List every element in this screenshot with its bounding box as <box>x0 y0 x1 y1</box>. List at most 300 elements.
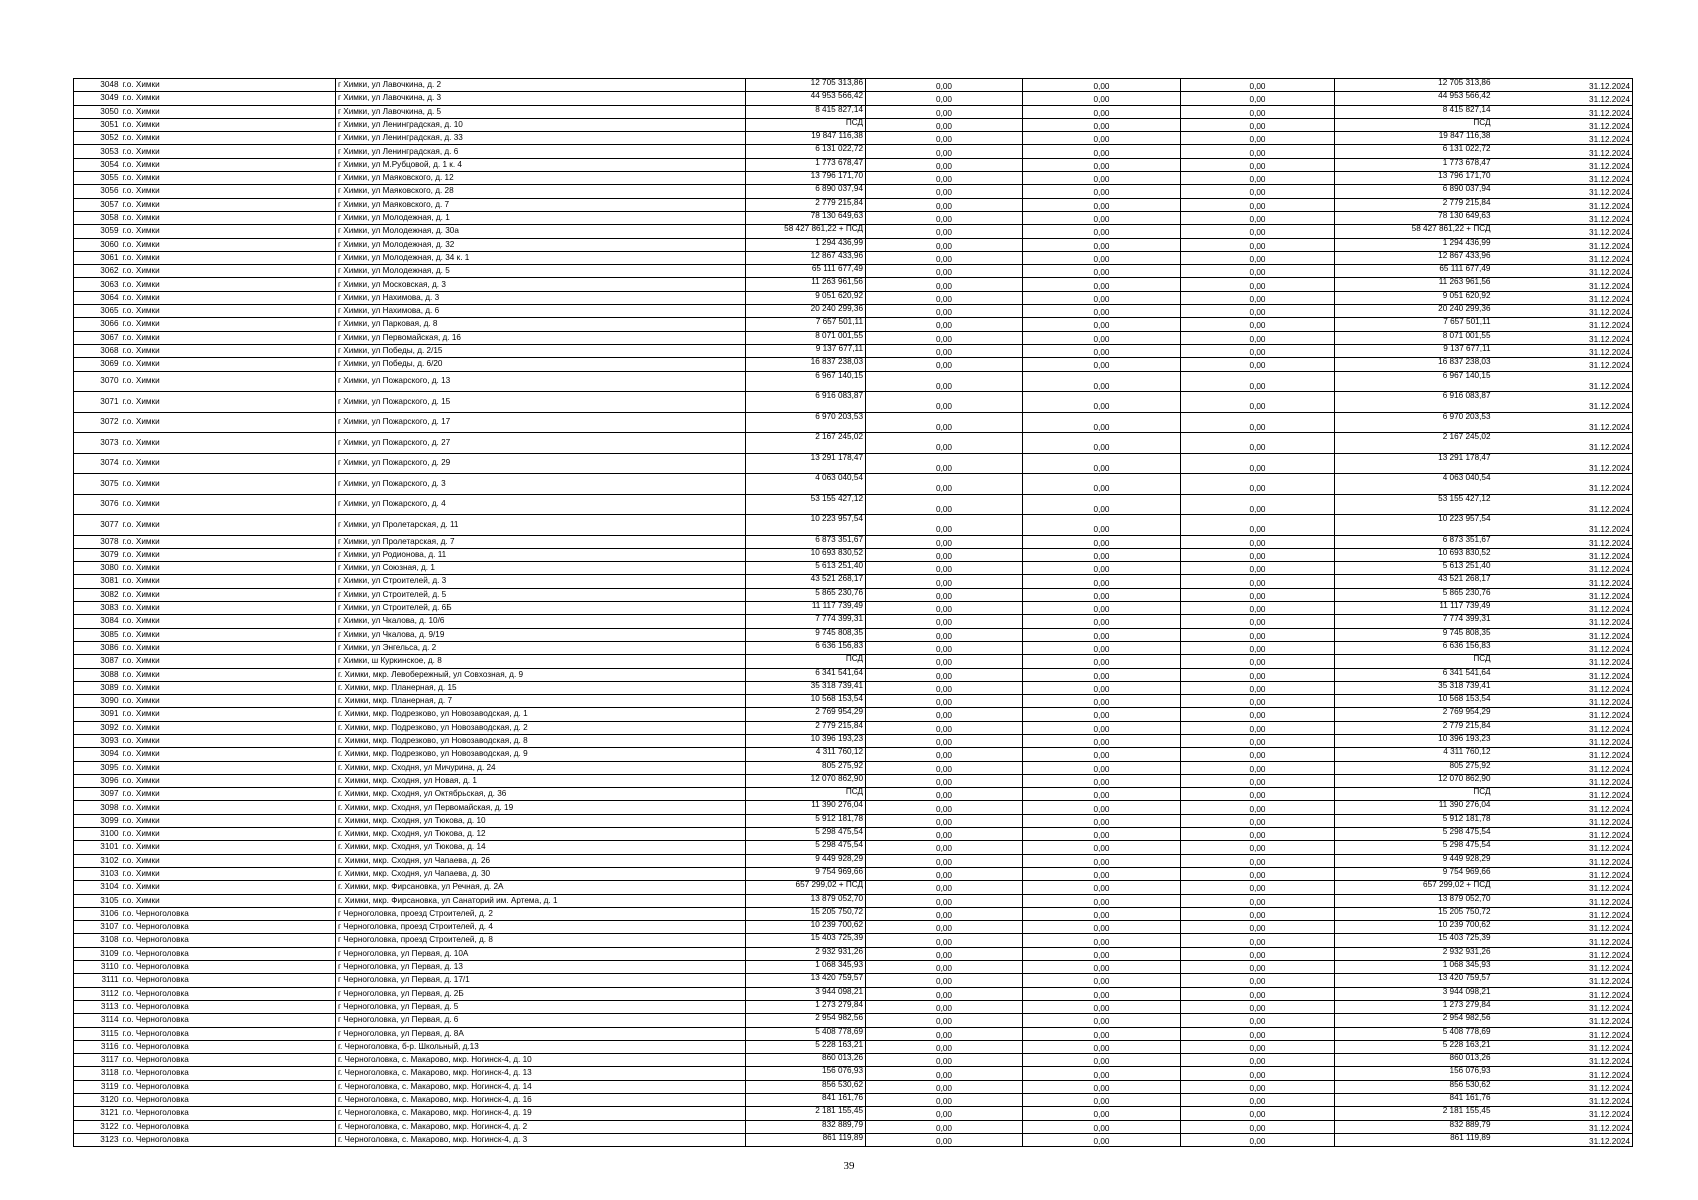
zero-cell-2: 0,00 <box>1023 305 1181 318</box>
amount-cell: 1 294 436,99 <box>746 238 866 251</box>
date-cell: 31.12.2024 <box>1493 105 1633 118</box>
row-number: 3050 <box>74 105 121 118</box>
zero-cell-3: 0,00 <box>1181 92 1335 105</box>
zero-cell-3: 0,00 <box>1181 331 1335 344</box>
amount-cell: 15 403 725,39 <box>746 934 866 947</box>
row-number: 3061 <box>74 251 121 264</box>
municipality-cell: г.о. Химки <box>121 185 336 198</box>
municipality-cell: г.о. Химки <box>121 548 336 561</box>
table-row <box>74 433 1633 454</box>
address-cell: г. Химки, мкр. Сходня, ул Мичурина, д. 24 <box>336 761 746 774</box>
table-row <box>74 92 1633 105</box>
remaining-amount-cell: 10 568 153,54 <box>1335 695 1493 708</box>
date-cell: 31.12.2024 <box>1493 708 1633 721</box>
municipality-cell: г.о. Черноголовка <box>121 1027 336 1040</box>
zero-cell-2: 0,00 <box>1023 494 1181 515</box>
municipality-cell: г.о. Химки <box>121 708 336 721</box>
zero-cell-2: 0,00 <box>1023 841 1181 854</box>
date-cell: 31.12.2024 <box>1493 305 1633 318</box>
zero-cell-1: 0,00 <box>866 185 1023 198</box>
remaining-amount-cell: 4 311 760,12 <box>1335 748 1493 761</box>
zero-cell-3: 0,00 <box>1181 814 1335 827</box>
remaining-amount-cell: 13 796 171,70 <box>1335 172 1493 185</box>
date-cell: 31.12.2024 <box>1493 251 1633 264</box>
zero-cell-1: 0,00 <box>866 828 1023 841</box>
table-row <box>74 1000 1633 1013</box>
row-number: 3057 <box>74 198 121 211</box>
municipality-cell: г.о. Химки <box>121 761 336 774</box>
remaining-amount-cell: ПСД <box>1335 788 1493 801</box>
address-cell: г Химки, ул Энгельса, д. 2 <box>336 641 746 654</box>
remaining-amount-cell: 856 530,62 <box>1335 1080 1493 1093</box>
zero-cell-2: 0,00 <box>1023 453 1181 474</box>
zero-cell-3: 0,00 <box>1181 1040 1335 1053</box>
zero-cell-3: 0,00 <box>1181 841 1335 854</box>
municipality-cell: г.о. Химки <box>121 562 336 575</box>
table-row <box>74 211 1633 224</box>
row-number: 3051 <box>74 118 121 131</box>
date-cell: 31.12.2024 <box>1493 198 1633 211</box>
address-cell: г Химки, ул Победы, д. 6/20 <box>336 358 746 371</box>
zero-cell-3: 0,00 <box>1181 641 1335 654</box>
zero-cell-1: 0,00 <box>866 748 1023 761</box>
amount-cell: 12 070 862,90 <box>746 774 866 787</box>
table-row <box>74 854 1633 867</box>
remaining-amount-cell: 6 873 351,67 <box>1335 535 1493 548</box>
amount-cell: 8 415 827,14 <box>746 105 866 118</box>
municipality-cell: г.о. Химки <box>121 392 336 413</box>
address-cell: г. Химки, мкр. Планерная, д. 15 <box>336 681 746 694</box>
zero-cell-3: 0,00 <box>1181 947 1335 960</box>
amount-cell: 6 970 203,53 <box>746 412 866 433</box>
address-cell: г Химки, ул Строителей, д. 3 <box>336 575 746 588</box>
municipality-cell: г.о. Черноголовка <box>121 1054 336 1067</box>
zero-cell-1: 0,00 <box>866 1107 1023 1120</box>
table-row <box>74 318 1633 331</box>
address-cell: г. Черноголовка, с. Макарово, мкр. Ногинск-4, д. 19 <box>336 1107 746 1120</box>
amount-cell: 1 068 345,93 <box>746 961 866 974</box>
row-number: 3065 <box>74 305 121 318</box>
remaining-amount-cell: 12 867 433,96 <box>1335 251 1493 264</box>
row-number: 3062 <box>74 265 121 278</box>
amount-cell: 2 769 954,29 <box>746 708 866 721</box>
municipality-cell: г.о. Химки <box>121 535 336 548</box>
address-cell: г. Химки, мкр. Сходня, ул Первомайская, д. 19 <box>336 801 746 814</box>
zero-cell-2: 0,00 <box>1023 145 1181 158</box>
row-number: 3055 <box>74 172 121 185</box>
remaining-amount-cell: 860 013,26 <box>1335 1054 1493 1067</box>
address-cell: г Химки, ул Победы, д. 2/15 <box>336 344 746 357</box>
amount-cell: 4 063 040,54 <box>746 474 866 495</box>
amount-cell: 13 291 178,47 <box>746 453 866 474</box>
remaining-amount-cell: 6 890 037,94 <box>1335 185 1493 198</box>
zero-cell-3: 0,00 <box>1181 412 1335 433</box>
zero-cell-1: 0,00 <box>866 494 1023 515</box>
date-cell: 31.12.2024 <box>1493 734 1633 747</box>
date-cell: 31.12.2024 <box>1493 788 1633 801</box>
date-cell: 31.12.2024 <box>1493 412 1633 433</box>
zero-cell-2: 0,00 <box>1023 748 1181 761</box>
amount-cell: 9 745 808,35 <box>746 628 866 641</box>
amount-cell: 12 867 433,96 <box>746 251 866 264</box>
amount-cell: 6 916 083,87 <box>746 392 866 413</box>
amount-cell: 861 119,89 <box>746 1133 866 1146</box>
date-cell: 31.12.2024 <box>1493 331 1633 344</box>
table-row <box>74 515 1633 536</box>
zero-cell-3: 0,00 <box>1181 562 1335 575</box>
zero-cell-1: 0,00 <box>866 788 1023 801</box>
date-cell: 31.12.2024 <box>1493 562 1633 575</box>
zero-cell-2: 0,00 <box>1023 371 1181 392</box>
zero-cell-1: 0,00 <box>866 238 1023 251</box>
table-row <box>74 602 1633 615</box>
zero-cell-1: 0,00 <box>866 655 1023 668</box>
zero-cell-3: 0,00 <box>1181 987 1335 1000</box>
amount-cell: 805 275,92 <box>746 761 866 774</box>
date-cell: 31.12.2024 <box>1493 1014 1633 1027</box>
remaining-amount-cell: 1 773 678,47 <box>1335 158 1493 171</box>
row-number: 3119 <box>74 1080 121 1093</box>
remaining-amount-cell: 7 774 399,31 <box>1335 615 1493 628</box>
zero-cell-3: 0,00 <box>1181 615 1335 628</box>
amount-cell: 9 051 620,92 <box>746 291 866 304</box>
remaining-amount-cell: 5 298 475,54 <box>1335 828 1493 841</box>
amount-cell: ПСД <box>746 118 866 131</box>
amount-cell: 35 318 739,41 <box>746 681 866 694</box>
date-cell: 31.12.2024 <box>1493 185 1633 198</box>
row-number: 3093 <box>74 734 121 747</box>
municipality-cell: г.о. Химки <box>121 641 336 654</box>
row-number: 3112 <box>74 987 121 1000</box>
municipality-cell: г.о. Химки <box>121 278 336 291</box>
address-cell: г Химки, ул Маяковского, д. 28 <box>336 185 746 198</box>
date-cell: 31.12.2024 <box>1493 278 1633 291</box>
date-cell: 31.12.2024 <box>1493 1067 1633 1080</box>
zero-cell-1: 0,00 <box>866 331 1023 344</box>
zero-cell-3: 0,00 <box>1181 515 1335 536</box>
address-cell: г Химки, ул Лавочкина, д. 5 <box>336 105 746 118</box>
zero-cell-1: 0,00 <box>866 318 1023 331</box>
address-cell: г Химки, ул Нахимова, д. 3 <box>336 291 746 304</box>
remaining-amount-cell: 832 889,79 <box>1335 1120 1493 1133</box>
row-number: 3102 <box>74 854 121 867</box>
zero-cell-2: 0,00 <box>1023 392 1181 413</box>
zero-cell-1: 0,00 <box>866 841 1023 854</box>
zero-cell-2: 0,00 <box>1023 628 1181 641</box>
zero-cell-1: 0,00 <box>866 132 1023 145</box>
municipality-cell: г.о. Химки <box>121 881 336 894</box>
zero-cell-3: 0,00 <box>1181 681 1335 694</box>
municipality-cell: г.о. Химки <box>121 615 336 628</box>
amount-cell: 6 636 156,83 <box>746 641 866 654</box>
remaining-amount-cell: 2 779 215,84 <box>1335 198 1493 211</box>
zero-cell-1: 0,00 <box>866 535 1023 548</box>
amount-cell: 856 530,62 <box>746 1080 866 1093</box>
remaining-amount-cell: 15 403 725,39 <box>1335 934 1493 947</box>
table-row <box>74 1014 1633 1027</box>
table-row <box>74 1027 1633 1040</box>
date-cell: 31.12.2024 <box>1493 748 1633 761</box>
date-cell: 31.12.2024 <box>1493 867 1633 880</box>
row-number: 3118 <box>74 1067 121 1080</box>
date-cell: 31.12.2024 <box>1493 961 1633 974</box>
row-number: 3077 <box>74 515 121 536</box>
row-number: 3117 <box>74 1054 121 1067</box>
municipality-cell: г.о. Химки <box>121 734 336 747</box>
remaining-amount-cell: 12 070 862,90 <box>1335 774 1493 787</box>
date-cell: 31.12.2024 <box>1493 881 1633 894</box>
date-cell: 31.12.2024 <box>1493 814 1633 827</box>
amount-cell: 15 205 750,72 <box>746 907 866 920</box>
table-row <box>74 947 1633 960</box>
date-cell: 31.12.2024 <box>1493 453 1633 474</box>
zero-cell-1: 0,00 <box>866 854 1023 867</box>
municipality-cell: г.о. Химки <box>121 681 336 694</box>
table-row <box>74 1133 1633 1146</box>
address-cell: г Химки, ул Пролетарская, д. 7 <box>336 535 746 548</box>
table-row <box>74 251 1633 264</box>
zero-cell-3: 0,00 <box>1181 575 1335 588</box>
remaining-amount-cell: 9 137 677,11 <box>1335 344 1493 357</box>
remaining-amount-cell: 15 205 750,72 <box>1335 907 1493 920</box>
zero-cell-1: 0,00 <box>866 291 1023 304</box>
municipality-cell: г.о. Химки <box>121 433 336 454</box>
row-number: 3066 <box>74 318 121 331</box>
amount-cell: 10 568 153,54 <box>746 695 866 708</box>
zero-cell-2: 0,00 <box>1023 947 1181 960</box>
row-number: 3087 <box>74 655 121 668</box>
table-row <box>74 562 1633 575</box>
table-row <box>74 1120 1633 1133</box>
row-number: 3084 <box>74 615 121 628</box>
zero-cell-2: 0,00 <box>1023 602 1181 615</box>
zero-cell-3: 0,00 <box>1181 907 1335 920</box>
address-cell: г Химки, ул Строителей, д. 5 <box>336 588 746 601</box>
amount-cell: ПСД <box>746 788 866 801</box>
zero-cell-2: 0,00 <box>1023 575 1181 588</box>
zero-cell-3: 0,00 <box>1181 695 1335 708</box>
row-number: 3069 <box>74 358 121 371</box>
zero-cell-3: 0,00 <box>1181 1027 1335 1040</box>
remaining-amount-cell: 12 705 313,86 <box>1335 79 1493 92</box>
remaining-amount-cell: 2 769 954,29 <box>1335 708 1493 721</box>
municipality-cell: г.о. Черноголовка <box>121 974 336 987</box>
address-cell: г Химки, ул Московская, д. 3 <box>336 278 746 291</box>
date-cell: 31.12.2024 <box>1493 668 1633 681</box>
date-cell: 31.12.2024 <box>1493 854 1633 867</box>
municipality-cell: г.о. Химки <box>121 474 336 495</box>
row-number: 3067 <box>74 331 121 344</box>
date-cell: 31.12.2024 <box>1493 118 1633 131</box>
remaining-amount-cell: 5 865 230,76 <box>1335 588 1493 601</box>
municipality-cell: г.о. Химки <box>121 628 336 641</box>
amount-cell: ПСД <box>746 655 866 668</box>
address-cell: г. Черноголовка, с. Макарово, мкр. Ногинск-4, д. 13 <box>336 1067 746 1080</box>
zero-cell-2: 0,00 <box>1023 251 1181 264</box>
municipality-cell: г.о. Черноголовка <box>121 1094 336 1107</box>
municipality-cell: г.о. Химки <box>121 867 336 880</box>
remaining-amount-cell: 841 161,76 <box>1335 1094 1493 1107</box>
amount-cell: 10 693 830,52 <box>746 548 866 561</box>
zero-cell-2: 0,00 <box>1023 158 1181 171</box>
zero-cell-3: 0,00 <box>1181 494 1335 515</box>
amount-cell: 832 889,79 <box>746 1120 866 1133</box>
address-cell: г. Химки, мкр. Сходня, ул Новая, д. 1 <box>336 774 746 787</box>
date-cell: 31.12.2024 <box>1493 695 1633 708</box>
amount-cell: 12 705 313,86 <box>746 79 866 92</box>
row-number: 3070 <box>74 371 121 392</box>
table-row <box>74 238 1633 251</box>
amount-cell: 78 130 649,63 <box>746 211 866 224</box>
address-cell: г. Черноголовка, с. Макарово, мкр. Ногинск-4, д. 2 <box>336 1120 746 1133</box>
zero-cell-2: 0,00 <box>1023 681 1181 694</box>
row-number: 3092 <box>74 721 121 734</box>
date-cell: 31.12.2024 <box>1493 801 1633 814</box>
address-cell: г Черноголовка, ул Первая, д. 6 <box>336 1014 746 1027</box>
row-number: 3058 <box>74 211 121 224</box>
remaining-amount-cell: 13 420 759,57 <box>1335 974 1493 987</box>
zero-cell-1: 0,00 <box>866 305 1023 318</box>
municipality-cell: г.о. Черноголовка <box>121 1133 336 1146</box>
remaining-amount-cell: 11 263 961,56 <box>1335 278 1493 291</box>
date-cell: 31.12.2024 <box>1493 602 1633 615</box>
zero-cell-3: 0,00 <box>1181 894 1335 907</box>
zero-cell-2: 0,00 <box>1023 828 1181 841</box>
date-cell: 31.12.2024 <box>1493 628 1633 641</box>
address-cell: г Химки, ул Пожарского, д. 27 <box>336 433 746 454</box>
date-cell: 31.12.2024 <box>1493 1027 1633 1040</box>
date-cell: 31.12.2024 <box>1493 291 1633 304</box>
table-row <box>74 172 1633 185</box>
row-number: 3073 <box>74 433 121 454</box>
remaining-amount-cell: 11 390 276,04 <box>1335 801 1493 814</box>
date-cell: 31.12.2024 <box>1493 535 1633 548</box>
zero-cell-1: 0,00 <box>866 1054 1023 1067</box>
row-number: 3082 <box>74 588 121 601</box>
zero-cell-2: 0,00 <box>1023 278 1181 291</box>
date-cell: 31.12.2024 <box>1493 1107 1633 1120</box>
zero-cell-1: 0,00 <box>866 1000 1023 1013</box>
table-row <box>74 145 1633 158</box>
amount-cell: 6 873 351,67 <box>746 535 866 548</box>
date-cell: 31.12.2024 <box>1493 947 1633 960</box>
amount-cell: 13 796 171,70 <box>746 172 866 185</box>
zero-cell-1: 0,00 <box>866 548 1023 561</box>
amount-cell: 5 865 230,76 <box>746 588 866 601</box>
remaining-amount-cell: 6 967 140,15 <box>1335 371 1493 392</box>
date-cell: 31.12.2024 <box>1493 172 1633 185</box>
municipality-cell: г.о. Черноголовка <box>121 1040 336 1053</box>
remaining-amount-cell: 6 131 022,72 <box>1335 145 1493 158</box>
table-row <box>74 788 1633 801</box>
zero-cell-1: 0,00 <box>866 881 1023 894</box>
zero-cell-3: 0,00 <box>1181 225 1335 238</box>
zero-cell-2: 0,00 <box>1023 668 1181 681</box>
address-cell: г. Химки, мкр. Фирсановка, ул Санаторий им. Артема, д. 1 <box>336 894 746 907</box>
amount-cell: 7 657 501,11 <box>746 318 866 331</box>
address-cell: г Химки, ул Маяковского, д. 12 <box>336 172 746 185</box>
municipality-cell: г.о. Черноголовка <box>121 987 336 1000</box>
remaining-amount-cell: 1 273 279,84 <box>1335 1000 1493 1013</box>
amount-cell: 5 408 778,69 <box>746 1027 866 1040</box>
zero-cell-3: 0,00 <box>1181 291 1335 304</box>
amount-cell: 13 879 052,70 <box>746 894 866 907</box>
remaining-amount-cell: 6 916 083,87 <box>1335 392 1493 413</box>
zero-cell-3: 0,00 <box>1181 721 1335 734</box>
address-cell: г Химки, ш Куркинское, д. 8 <box>336 655 746 668</box>
address-cell: г. Черноголовка, с. Макарово, мкр. Ногинск-4, д. 16 <box>336 1094 746 1107</box>
row-number: 3114 <box>74 1014 121 1027</box>
zero-cell-2: 0,00 <box>1023 1120 1181 1133</box>
row-number: 3106 <box>74 907 121 920</box>
row-number: 3076 <box>74 494 121 515</box>
table-row <box>74 198 1633 211</box>
municipality-cell: г.о. Химки <box>121 668 336 681</box>
date-cell: 31.12.2024 <box>1493 548 1633 561</box>
zero-cell-3: 0,00 <box>1181 453 1335 474</box>
address-cell: г Химки, ул Ленинградская, д. 10 <box>336 118 746 131</box>
zero-cell-2: 0,00 <box>1023 615 1181 628</box>
zero-cell-3: 0,00 <box>1181 185 1335 198</box>
amount-cell: 3 944 098,21 <box>746 987 866 1000</box>
table-row <box>74 801 1633 814</box>
municipality-cell: г.о. Черноголовка <box>121 1014 336 1027</box>
table-row <box>74 1067 1633 1080</box>
zero-cell-3: 0,00 <box>1181 305 1335 318</box>
address-cell: г Химки, ул Пожарского, д. 17 <box>336 412 746 433</box>
address-cell: г. Химки, мкр. Планерная, д. 7 <box>336 695 746 708</box>
amount-cell: 841 161,76 <box>746 1094 866 1107</box>
zero-cell-2: 0,00 <box>1023 211 1181 224</box>
table-row <box>74 628 1633 641</box>
zero-cell-2: 0,00 <box>1023 881 1181 894</box>
zero-cell-3: 0,00 <box>1181 1107 1335 1120</box>
table-row <box>74 185 1633 198</box>
table-row <box>74 934 1633 947</box>
row-number: 3086 <box>74 641 121 654</box>
remaining-amount-cell: 13 291 178,47 <box>1335 453 1493 474</box>
address-cell: г. Химки, мкр. Сходня, ул Тюкова, д. 10 <box>336 814 746 827</box>
zero-cell-1: 0,00 <box>866 681 1023 694</box>
table-body <box>74 79 1633 1147</box>
amount-cell: 43 521 268,17 <box>746 575 866 588</box>
zero-cell-1: 0,00 <box>866 721 1023 734</box>
remaining-amount-cell: 5 228 163,21 <box>1335 1040 1493 1053</box>
zero-cell-3: 0,00 <box>1181 788 1335 801</box>
amount-cell: 20 240 299,36 <box>746 305 866 318</box>
municipality-cell: г.о. Черноголовка <box>121 1107 336 1120</box>
table-row <box>74 708 1633 721</box>
address-cell: г. Химки, мкр. Подрезково, ул Новозаводская, д. 2 <box>336 721 746 734</box>
zero-cell-2: 0,00 <box>1023 433 1181 454</box>
zero-cell-1: 0,00 <box>866 105 1023 118</box>
zero-cell-2: 0,00 <box>1023 92 1181 105</box>
zero-cell-1: 0,00 <box>866 198 1023 211</box>
amount-cell: 9 754 969,66 <box>746 867 866 880</box>
table-row <box>74 681 1633 694</box>
address-cell: г Химки, ул Пожарского, д. 29 <box>336 453 746 474</box>
municipality-cell: г.о. Химки <box>121 788 336 801</box>
table-row <box>74 814 1633 827</box>
municipality-cell: г.о. Химки <box>121 358 336 371</box>
amount-cell: 9 449 928,29 <box>746 854 866 867</box>
municipality-cell: г.о. Химки <box>121 132 336 145</box>
remaining-amount-cell: 6 636 156,83 <box>1335 641 1493 654</box>
row-number: 3072 <box>74 412 121 433</box>
municipality-cell: г.о. Химки <box>121 854 336 867</box>
date-cell: 31.12.2024 <box>1493 1000 1633 1013</box>
zero-cell-1: 0,00 <box>866 412 1023 433</box>
